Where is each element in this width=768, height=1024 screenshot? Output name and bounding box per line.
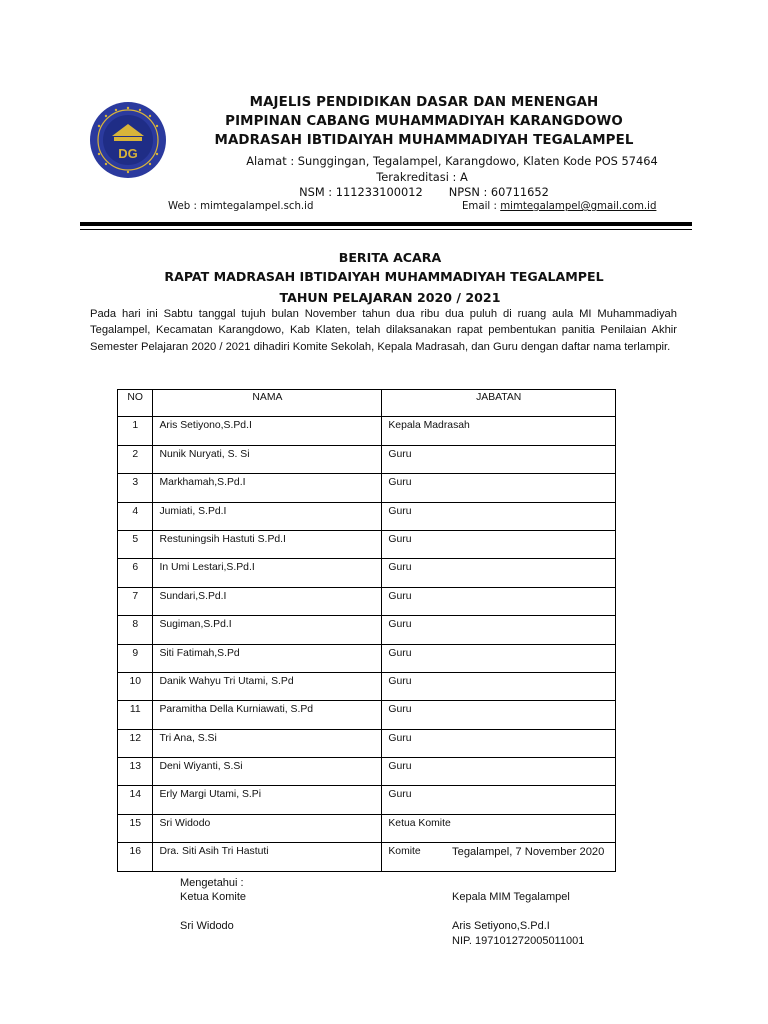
row-position: Guru (382, 502, 616, 530)
row-position: Ketua Komite (382, 814, 616, 842)
table-row (118, 701, 616, 729)
minutes-paragraph: Pada hari ini Sabtu tanggal tujuh bulan November tahun dua ribu dua puluh di ruang aula MI Muhammadiyah Tegalampel, Kecamatan Karangdowo, Kab Klaten, telah dilaksanakan rapat pembentukan panitia Penilaian Akhir Semester Pelajaran 2020 / 2021 dihadiri Komite Sekolah, Kepala Madrasah, dan Guru dengan daftar nama terlampir. (90, 308, 677, 353)
email-label: Email : (462, 201, 501, 212)
row-name: Sundari,S.Pd.I (153, 587, 382, 615)
row-position: Guru (382, 701, 616, 729)
row-name: Tri Ana, S.Si (153, 729, 382, 757)
row-name: Jumiati, S.Pd.I (153, 502, 382, 530)
row-name: Sri Widodo (153, 814, 382, 842)
row-name: In Umi Lestari,S.Pd.I (153, 559, 382, 587)
row-number: 1 (118, 417, 153, 445)
row-position: Guru (382, 616, 616, 644)
row-number: 5 (118, 530, 153, 558)
table-row (118, 445, 616, 473)
row-number: 3 (118, 474, 153, 502)
website-text: Web : mimtegalampel.sch.id (168, 201, 314, 212)
letterhead-accreditation: Terakreditasi : A (376, 170, 468, 184)
letterhead-line-2: PIMPINAN CABANG MUHAMMADIYAH KARANGDOWO (225, 114, 623, 129)
table-row (118, 672, 616, 700)
row-number: 8 (118, 616, 153, 644)
row-number: 7 (118, 587, 153, 615)
letterhead-rule-thin (80, 229, 692, 230)
table-row (118, 559, 616, 587)
row-position: Komite (382, 843, 616, 871)
row-position: Guru (382, 587, 616, 615)
row-number: 9 (118, 644, 153, 672)
table-row (118, 616, 616, 644)
place-date: Tegalampel, 7 November 2020 (452, 846, 605, 858)
row-name: Siti Fatimah,S.Pd (153, 644, 382, 672)
letterhead-rule-thick (80, 222, 692, 226)
row-number: 12 (118, 729, 153, 757)
letterhead-line-3: MADRASAH IBTIDAIYAH MUHAMMADIYAH TEGALAMPEL (214, 133, 634, 148)
table-row (118, 786, 616, 814)
row-number: 14 (118, 786, 153, 814)
row-number: 16 (118, 843, 153, 871)
letterhead-ids (40, 185, 768, 199)
row-position: Guru (382, 445, 616, 473)
nsm-number: NSM : 111233100012 (299, 185, 423, 199)
email-link[interactable]: mimtegalampel@gmail.com.id (500, 201, 657, 212)
row-name: Deni Wiyanti, S.Si (153, 758, 382, 786)
committee-chair-role: Ketua Komite (180, 891, 247, 903)
table-row (118, 502, 616, 530)
header-no: NO (118, 390, 153, 417)
academic-year: TAHUN PELAJARAN 2020 / 2021 (279, 290, 501, 305)
document-subtitle: RAPAT MADRASAH IBTIDAIYAH MUHAMMADIYAH TEGALAMPEL (164, 269, 604, 284)
row-position: Guru (382, 672, 616, 700)
row-name: Dra. Siti Asih Tri Hastuti (153, 843, 382, 871)
table-row (118, 530, 616, 558)
headmaster-role: Kepala MIM Tegalampel (452, 891, 570, 903)
header-name: NAMA (153, 390, 382, 417)
headmaster-nip: NIP. 197101272005011001 (452, 935, 585, 947)
row-number: 6 (118, 559, 153, 587)
letterhead-address: Alamat : Sunggingan, Tegalampel, Karangdowo, Klaten Kode POS 57464 (246, 154, 658, 168)
headmaster-name: Aris Setiyono,S.Pd.I (452, 920, 550, 932)
row-name: Markhamah,S.Pd.I (153, 474, 382, 502)
row-name: Paramitha Della Kurniawati, S.Pd (153, 701, 382, 729)
email-line (462, 201, 656, 212)
row-name: Erly Margi Utami, S.Pi (153, 786, 382, 814)
row-position: Guru (382, 559, 616, 587)
row-number: 15 (118, 814, 153, 842)
table-row (118, 644, 616, 672)
row-number: 11 (118, 701, 153, 729)
row-position: Guru (382, 530, 616, 558)
npsn-number: NPSN : 60711652 (448, 185, 549, 199)
table-row (118, 814, 616, 842)
header-position: JABATAN (382, 390, 616, 417)
row-name: Aris Setiyono,S.Pd.I (153, 417, 382, 445)
row-name: Nunik Nuryati, S. Si (153, 445, 382, 473)
table-row (118, 474, 616, 502)
row-number: 13 (118, 758, 153, 786)
row-position: Guru (382, 644, 616, 672)
acknowledged-label: Mengetahui : (180, 877, 244, 889)
row-position: Guru (382, 786, 616, 814)
document-title: BERITA ACARA (338, 250, 442, 265)
table-header-row (118, 390, 616, 417)
row-number: 2 (118, 445, 153, 473)
row-name: Danik Wahyu Tri Utami, S.Pd (153, 672, 382, 700)
table-row (118, 417, 616, 445)
committee-chair-name: Sri Widodo (180, 920, 234, 932)
row-number: 10 (118, 672, 153, 700)
row-position: Guru (382, 474, 616, 502)
table-row (118, 729, 616, 757)
row-position: Guru (382, 758, 616, 786)
table-row (118, 758, 616, 786)
row-position: Guru (382, 729, 616, 757)
row-position: Kepala Madrasah (382, 417, 616, 445)
letterhead-line-1: MAJELIS PENDIDIKAN DASAR DAN MENENGAH (249, 95, 599, 110)
row-number: 4 (118, 502, 153, 530)
row-name: Restuningsih Hastuti S.Pd.I (153, 530, 382, 558)
emblem-text: DG (118, 146, 138, 161)
row-name: Sugiman,S.Pd.I (153, 616, 382, 644)
attendance-table (117, 389, 616, 872)
table-row (118, 587, 616, 615)
